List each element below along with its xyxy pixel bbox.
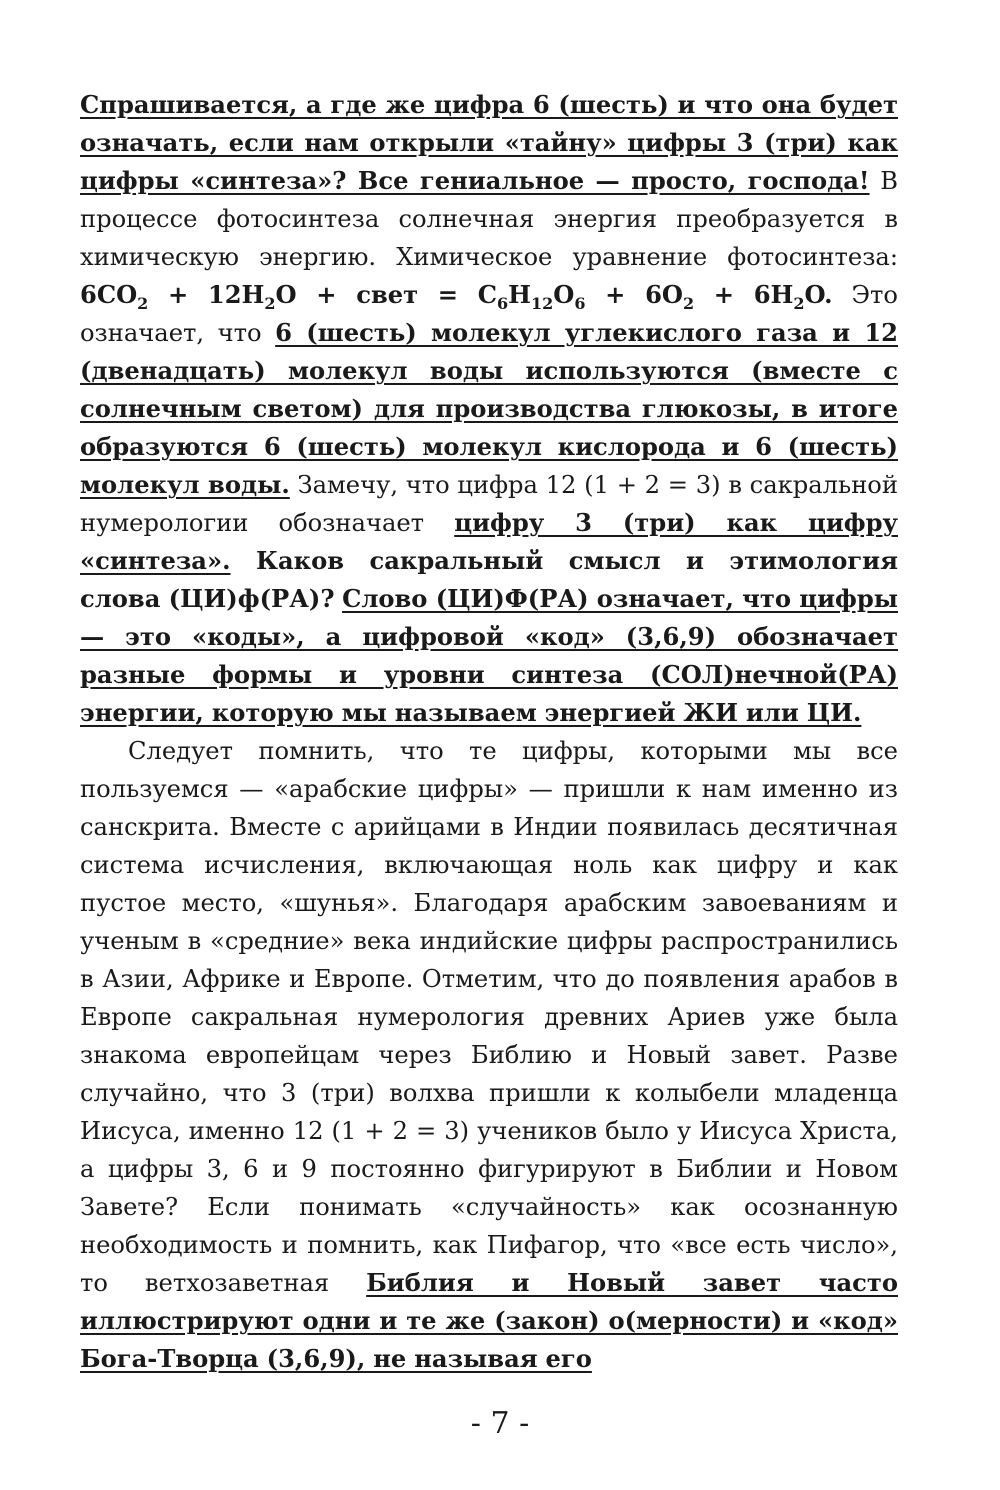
page-number: - 7 - bbox=[470, 1406, 530, 1441]
bold-underlined-text: Спрашивается, а где же цифра 6 (шесть) и что она будет означать, если нам открыли «тайну» цифры 3 (три) как цифры «синтеза»? Все гениальное — просто, господа! bbox=[80, 90, 898, 195]
regular-text: В процессе фотосинтеза солнечная энергия преобразуется в химическую энергию. Химическое уравнение фотосинтеза: bbox=[80, 167, 899, 271]
bold-underlined-text: цифру 3 (три) как цифру «синтеза». bbox=[80, 508, 898, 575]
regular-text: Это означает, что bbox=[80, 281, 898, 347]
bold-underlined-text: 6 (шесть) молекул углекислого газа и 12 (двенадцать) молекул воды используются (вместе с солнечным светом) для производства глюкозы, в итоге образуются 6 (шесть) молекул кислорода и 6 (шесть) молекул воды. bbox=[80, 318, 898, 499]
body-text bbox=[80, 86, 898, 1378]
regular-text: Замечу, что цифра 12 (1 + 2 = 3) в сакральной нумерологии обозначает bbox=[80, 471, 898, 537]
photosynthesis-equation: $6CO_2 + 12H_2O$ + свет = $C_6H_{12}O_6 + 6O_2 + 6H_2O$. bbox=[80, 280, 833, 313]
paragraph-2 bbox=[80, 732, 898, 1378]
bold-underlined-text: Слово (ЦИ)Ф(РА) означает, что цифры — это «коды», а цифровой «код» (3,6,9) обозначает разные формы и уровни синтеза (СОЛ)нечной(РА) энергии, которую мы называем энергией ЖИ или ЦИ. bbox=[80, 584, 898, 727]
paragraph-1 bbox=[80, 86, 898, 732]
bold-text: Каков сакральный смысл и этимология слова (ЦИ)ф(РА)? bbox=[80, 546, 898, 613]
regular-text: Следует помнить, что те цифры, которыми мы все пользуемся — «арабские цифры» — пришли к нам именно из санскрита. Вместе с арийцами в Индии появилась десятичная система исчисления, включающая ноль как цифру и как пустое место, «шунья». Благодаря арабским завоеваниям и ученым в «средние» века индийские цифры распространились в Азии, Африке и Европе. Отметим, что до появления арабов в Европе сакральная нумерология древних Ариев уже была знакома европейцам через Библию и Новый завет. Разве случайно, что 3 (три) волхва пришли к колыбели младенца Иисуса, именно 12 (1 + 2 = 3) учеников было у Иисуса Христа, а цифры 3, 6 и 9 постоянно фигурируют в Библии и Новом Завете? Если понимать «случайность» как осознанную необходимость и помнить, как Пифагор, что «все есть число», то ветхозаветная bbox=[80, 737, 898, 1297]
space bbox=[335, 585, 343, 613]
bold-underlined-text: Библия и Новый завет часто иллюстрируют одни и те же (закон) о(мерности) и «код» Бога-Творца (3,6,9), не называя его bbox=[80, 1268, 898, 1373]
